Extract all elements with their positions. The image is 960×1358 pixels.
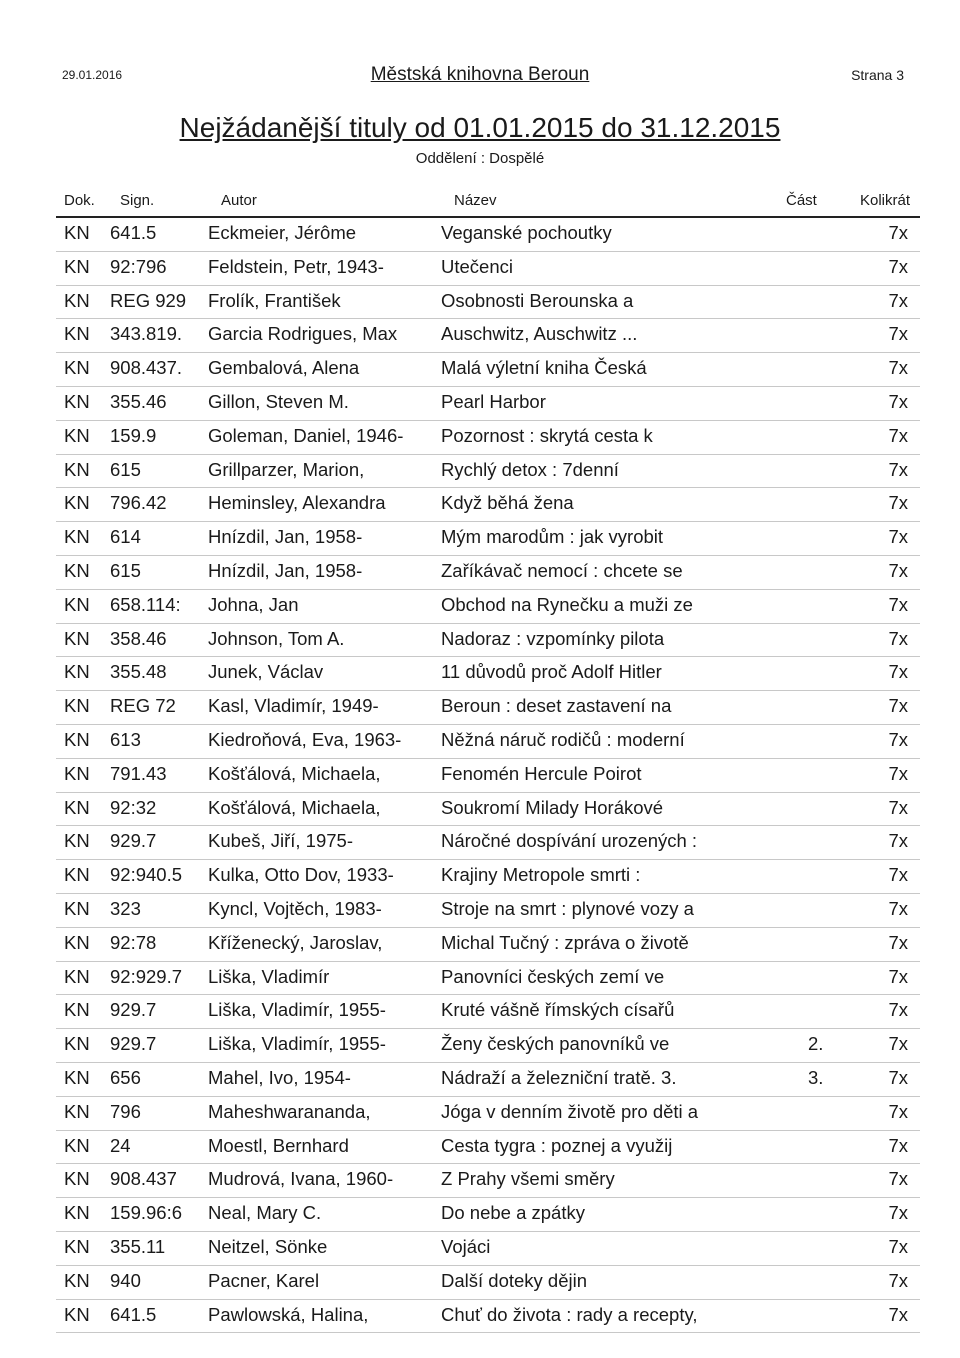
cell-nazev: Vojáci [441, 1235, 491, 1257]
cell-dok: KN [64, 1168, 90, 1190]
cell-kolikrat: 7x [888, 1303, 908, 1325]
cell-sign: 796.42 [110, 492, 167, 514]
cell-nazev: Osobnosti Berounska a [441, 289, 634, 311]
report-title: Nejžádanější tituly od 01.01.2015 do 31.12.2015 [179, 112, 781, 143]
cell-autor: Liška, Vladimír, 1955- [208, 999, 386, 1021]
cell-nazev: Chuť do života : rady a recepty, [441, 1303, 698, 1325]
cell-autor: Maheshwarananda, [208, 1100, 371, 1122]
cell-nazev: Do nebe a zpátky [441, 1202, 585, 1224]
table-row [56, 421, 920, 455]
report-date: 29.01.2016 [62, 68, 123, 82]
cell-kolikrat: 7x [888, 1033, 908, 1055]
table-row [56, 1131, 920, 1165]
cell-sign: 159.96:6 [110, 1202, 183, 1224]
table-row [56, 962, 920, 996]
cell-dok: KN [64, 1100, 90, 1122]
cell-nazev: Michal Tučný : zpráva o životě [441, 931, 689, 953]
cell-dok: KN [64, 1066, 90, 1088]
cell-kolikrat: 7x [888, 965, 908, 987]
cell-sign: 92:796 [110, 255, 167, 277]
cell-autor: Johnson, Tom A. [208, 627, 345, 649]
cell-nazev: 11 důvodů proč Adolf Hitler [441, 661, 662, 683]
table-row [56, 319, 920, 353]
cell-kolikrat: 7x [888, 762, 908, 784]
cell-sign: 92:78 [110, 931, 157, 953]
cell-dok: KN [64, 897, 90, 919]
table-row [56, 286, 920, 320]
cell-nazev: Když běhá žena [441, 492, 574, 514]
table-row [56, 556, 920, 590]
cell-dok: KN [64, 762, 90, 784]
cell-autor: Mahel, Ivo, 1954- [208, 1066, 351, 1088]
table-row [56, 1164, 920, 1198]
cell-autor: Gillon, Steven M. [208, 390, 349, 412]
cell-autor: Kiedroňová, Eva, 1963- [208, 728, 402, 750]
cell-sign: 641.5 [110, 1303, 157, 1325]
column-header-nazev: Název [454, 192, 497, 209]
cell-cast: 3. [808, 1066, 824, 1088]
table-row [56, 759, 920, 793]
cell-dok: KN [64, 627, 90, 649]
cell-dok: KN [64, 1303, 90, 1325]
cell-nazev: Jóga v denním životě pro děti a [441, 1100, 699, 1122]
cell-autor: Košťálová, Michaela, [208, 762, 381, 784]
cell-nazev: Veganské pochoutky [441, 222, 612, 243]
table-row [56, 218, 920, 252]
cell-nazev: Kruté vášně římských císařů [441, 999, 675, 1021]
cell-nazev: Náročné dospívání urozených : [441, 830, 698, 852]
cell-kolikrat: 7x [888, 390, 908, 412]
cell-kolikrat: 7x [888, 1269, 908, 1291]
table-row [56, 252, 920, 286]
cell-autor: Hnízdil, Jan, 1958- [208, 559, 363, 581]
cell-kolikrat: 7x [888, 1235, 908, 1257]
table-row [56, 1029, 920, 1063]
cell-autor: Kulka, Otto Dov, 1933- [208, 864, 394, 886]
cell-sign: 929.7 [110, 1033, 157, 1055]
cell-nazev: Stroje na smrt : plynové vozy a [441, 897, 694, 919]
cell-sign: 940 [110, 1269, 141, 1291]
cell-sign: 796 [110, 1100, 141, 1122]
cell-kolikrat: 7x [888, 999, 908, 1021]
cell-autor: Kyncl, Vojtěch, 1983- [208, 897, 382, 919]
cell-nazev: Nadoraz : vzpomínky pilota [441, 627, 665, 649]
cell-dok: KN [64, 965, 90, 987]
cell-kolikrat: 7x [888, 1202, 908, 1224]
cell-sign: 613 [110, 728, 141, 750]
cell-dok: KN [64, 458, 90, 480]
table-row [56, 353, 920, 387]
cell-sign: 929.7 [110, 999, 157, 1021]
column-header-dok: Dok. [64, 192, 95, 209]
table-row [56, 995, 920, 1029]
cell-nazev: Nádraží a železniční tratě. 3. [441, 1066, 677, 1088]
cell-kolikrat: 7x [888, 559, 908, 581]
cell-kolikrat: 7x [888, 830, 908, 852]
cell-kolikrat: 7x [888, 1066, 908, 1088]
cell-nazev: Zaříkávač nemocí : chcete se [441, 559, 683, 581]
cell-kolikrat: 7x [888, 222, 908, 243]
cell-nazev: Auschwitz, Auschwitz ... [441, 323, 638, 345]
cell-nazev: Ženy českých panovníků ve [441, 1033, 670, 1055]
table-row [56, 826, 920, 860]
cell-kolikrat: 7x [888, 796, 908, 818]
table-row [56, 1300, 920, 1334]
cell-sign: 323 [110, 897, 141, 919]
cell-kolikrat: 7x [888, 289, 908, 311]
cell-autor: Goleman, Daniel, 1946- [208, 424, 404, 446]
cell-kolikrat: 7x [888, 897, 908, 919]
cell-dok: KN [64, 695, 90, 717]
cell-autor: Eckmeier, Jérôme [208, 222, 357, 243]
cell-sign: 355.11 [110, 1235, 166, 1257]
cell-nazev: Další doteky dějin [441, 1269, 588, 1291]
cell-sign: 791.43 [110, 762, 167, 784]
table-row [56, 488, 920, 522]
report-subtitle: Oddělení : Dospělé [415, 150, 545, 167]
table-body [56, 218, 920, 1333]
cell-nazev: Soukromí Milady Horákové [441, 796, 664, 818]
table-row [56, 1097, 920, 1131]
cell-dok: KN [64, 1033, 90, 1055]
cell-sign: 658.114: [110, 593, 181, 615]
cell-dok: KN [64, 728, 90, 750]
cell-nazev: Z Prahy všemi směry [441, 1168, 615, 1190]
cell-autor: Pacner, Karel [208, 1269, 320, 1291]
cell-dok: KN [64, 661, 90, 683]
cell-sign: 159.9 [110, 424, 157, 446]
table-row [56, 1198, 920, 1232]
cell-sign: 92:32 [110, 796, 157, 818]
table-row [56, 928, 920, 962]
cell-autor: Kasl, Vladimír, 1949- [208, 695, 379, 717]
cell-kolikrat: 7x [888, 864, 908, 886]
table-row [56, 1266, 920, 1300]
cell-autor: Mudrová, Ivana, 1960- [208, 1168, 394, 1190]
cell-kolikrat: 7x [888, 695, 908, 717]
cell-kolikrat: 7x [888, 661, 908, 683]
cell-kolikrat: 7x [888, 255, 908, 277]
cell-dok: KN [64, 796, 90, 818]
cell-kolikrat: 7x [888, 323, 908, 345]
cell-autor: Heminsley, Alexandra [208, 492, 386, 514]
cell-dok: KN [64, 526, 90, 548]
cell-kolikrat: 7x [888, 458, 908, 480]
cell-sign: 656 [110, 1066, 141, 1088]
table-row [56, 725, 920, 759]
cell-dok: KN [64, 559, 90, 581]
cell-nazev: Utečenci [441, 255, 513, 277]
cell-autor: Neal, Mary C. [208, 1202, 322, 1224]
table-row [56, 657, 920, 691]
cell-dok: KN [64, 593, 90, 615]
cell-nazev: Fenomén Hercule Poirot [441, 762, 642, 784]
cell-nazev: Mým marodům : jak vyrobit [441, 526, 664, 548]
column-header-cast: Část [786, 192, 817, 209]
cell-dok: KN [64, 492, 90, 514]
cell-sign: 24 [110, 1134, 131, 1156]
cell-sign: REG 929 [110, 289, 187, 311]
cell-kolikrat: 7x [888, 931, 908, 953]
cell-dok: KN [64, 289, 90, 311]
cell-nazev: Pearl Harbor [441, 390, 546, 412]
column-header-kolikrat: Kolikrát [859, 192, 910, 209]
cell-autor: Frolík, František [208, 289, 341, 311]
cell-nazev: Obchod na Rynečku a muži ze [441, 593, 693, 615]
cell-sign: REG 72 [110, 695, 176, 717]
cell-dok: KN [64, 864, 90, 886]
cell-dok: KN [64, 222, 90, 243]
column-header-sign: Sign. [120, 192, 155, 209]
cell-sign: 908.437. [110, 357, 183, 379]
table-row [56, 1232, 920, 1266]
cell-autor: Garcia Rodrigues, Max [208, 323, 398, 345]
cell-autor: Liška, Vladimír [208, 965, 330, 987]
cell-dok: KN [64, 390, 90, 412]
cell-cast: 2. [808, 1033, 824, 1055]
cell-nazev: Pozornost : skrytá cesta k [441, 424, 653, 446]
cell-nazev: Beroun : deset zastavení na [441, 695, 672, 717]
cell-autor: Kříženecký, Jaroslav, [208, 931, 383, 953]
cell-kolikrat: 7x [888, 492, 908, 514]
table-row [56, 522, 920, 556]
cell-sign: 908.437 [110, 1168, 177, 1190]
cell-sign: 92:940.5 [110, 864, 183, 886]
cell-kolikrat: 7x [888, 627, 908, 649]
cell-dok: KN [64, 931, 90, 953]
cell-dok: KN [64, 255, 90, 277]
cell-autor: Neitzel, Sönke [208, 1235, 328, 1257]
cell-kolikrat: 7x [888, 526, 908, 548]
cell-kolikrat: 7x [888, 728, 908, 750]
cell-sign: 929.7 [110, 830, 157, 852]
cell-dok: KN [64, 323, 90, 345]
cell-nazev: Krajiny Metropole smrti : [441, 864, 641, 886]
cell-kolikrat: 7x [888, 357, 908, 379]
cell-autor: Košťálová, Michaela, [208, 796, 381, 818]
cell-autor: Junek, Václav [208, 661, 324, 683]
cell-autor: Kubeš, Jiří, 1975- [208, 830, 353, 852]
table-row [56, 1063, 920, 1097]
cell-nazev: Cesta tygra : poznej a využij [441, 1134, 673, 1156]
column-header-autor: Autor [221, 192, 257, 209]
cell-kolikrat: 7x [888, 593, 908, 615]
cell-autor: Liška, Vladimír, 1955- [208, 1033, 386, 1055]
cell-kolikrat: 7x [888, 1168, 908, 1190]
cell-autor: Moestl, Bernhard [208, 1134, 349, 1156]
cell-kolikrat: 7x [888, 424, 908, 446]
cell-autor: Gembalová, Alena [208, 357, 360, 379]
table-row [56, 624, 920, 658]
cell-sign: 358.46 [110, 627, 167, 649]
cell-nazev: Něžná náruč rodičů : moderní [441, 728, 685, 750]
table-row [56, 793, 920, 827]
cell-nazev: Rychlý detox : 7denní [441, 458, 619, 480]
cell-sign: 343.819. [110, 323, 183, 345]
cell-dok: KN [64, 1134, 90, 1156]
table-row [56, 894, 920, 928]
library-name: Městská knihovna Beroun [370, 64, 590, 85]
table-row [56, 860, 920, 894]
cell-autor: Grillparzer, Marion, [208, 458, 365, 480]
cell-dok: KN [64, 1269, 90, 1291]
table-row [56, 387, 920, 421]
table-row [56, 691, 920, 725]
cell-dok: KN [64, 830, 90, 852]
cell-sign: 355.48 [110, 661, 167, 683]
cell-kolikrat: 7x [888, 1100, 908, 1122]
cell-sign: 615 [110, 458, 141, 480]
cell-sign: 92:929.7 [110, 965, 183, 987]
cell-dok: KN [64, 1235, 90, 1257]
cell-sign: 614 [110, 526, 141, 548]
cell-sign: 615 [110, 559, 141, 581]
table-header [56, 190, 920, 218]
page-number: Strana 3 [851, 67, 904, 83]
cell-sign: 355.46 [110, 390, 167, 412]
cell-autor: Hnízdil, Jan, 1958- [208, 526, 363, 548]
cell-nazev: Panovníci českých zemí ve [441, 965, 665, 987]
table-row [56, 455, 920, 489]
cell-dok: KN [64, 424, 90, 446]
cell-dok: KN [64, 999, 90, 1021]
cell-autor: Feldstein, Petr, 1943- [208, 255, 384, 277]
cell-dok: KN [64, 357, 90, 379]
cell-autor: Johna, Jan [208, 593, 299, 615]
table-row [56, 590, 920, 624]
cell-sign: 641.5 [110, 222, 157, 243]
cell-nazev: Malá výletní kniha Česká [441, 357, 647, 379]
cell-dok: KN [64, 1202, 90, 1224]
cell-autor: Pawlowská, Halina, [208, 1303, 369, 1325]
cell-kolikrat: 7x [888, 1134, 908, 1156]
